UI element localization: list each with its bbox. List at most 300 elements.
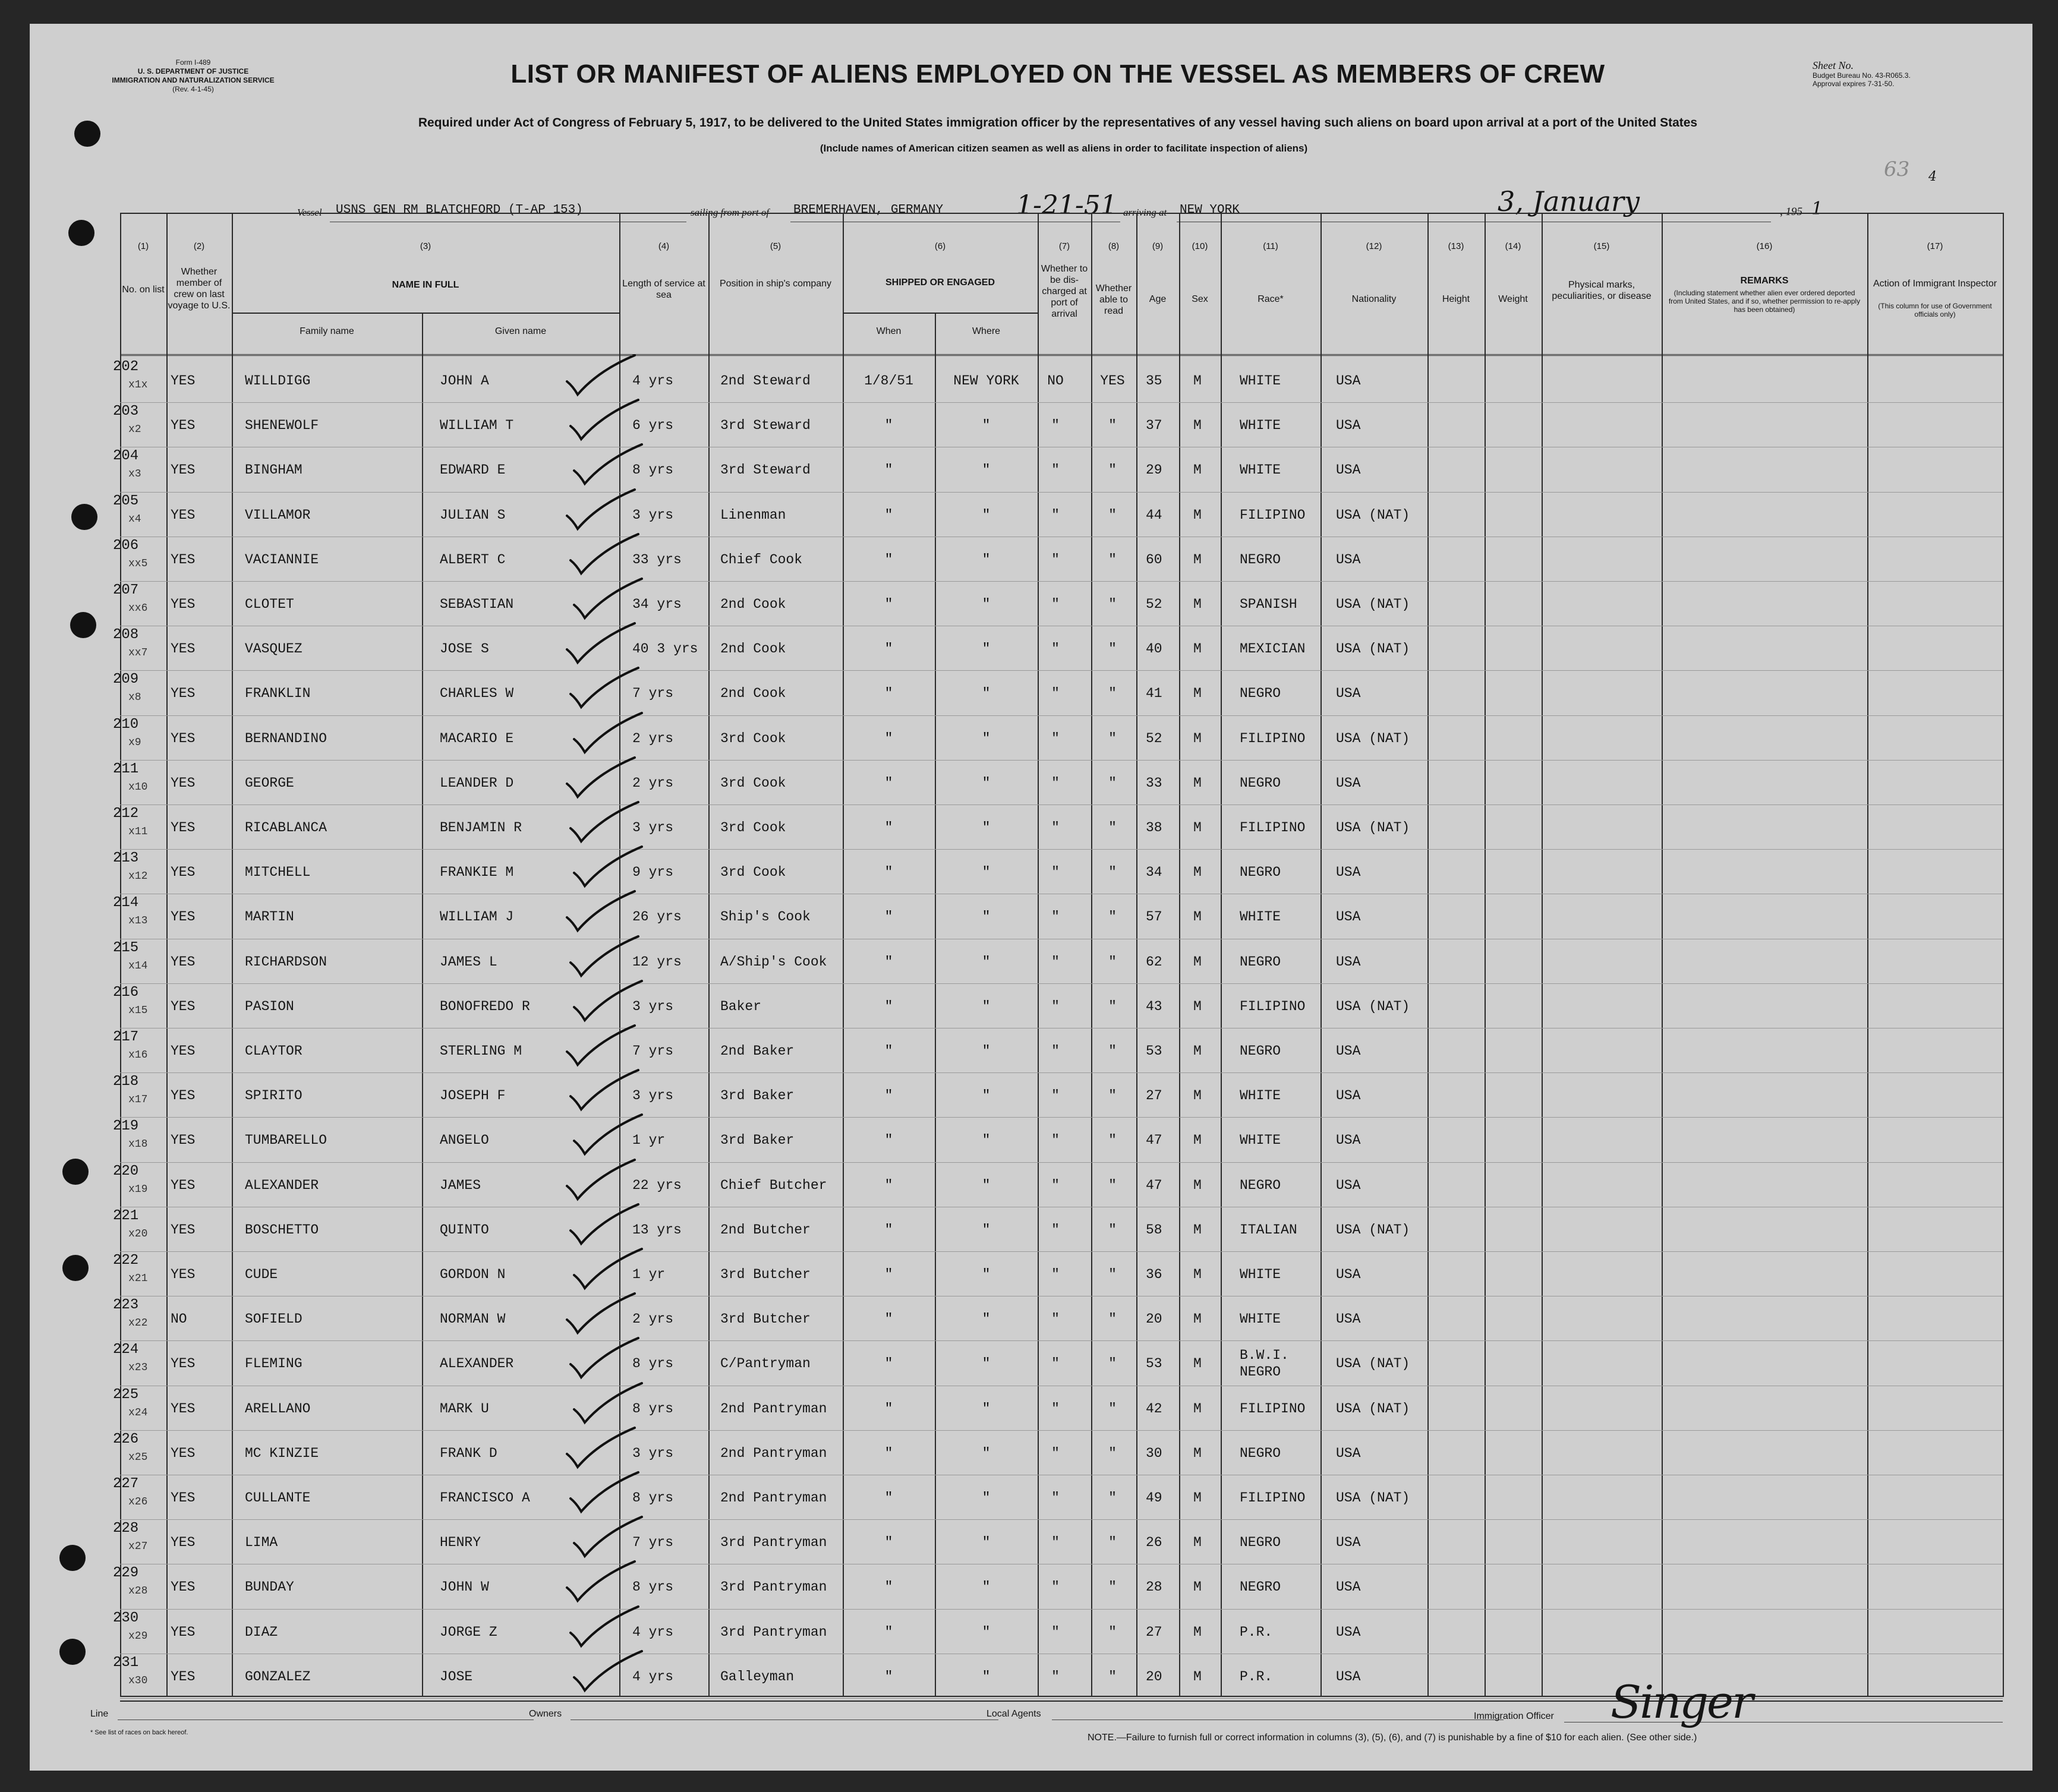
age: 36 <box>1146 1267 1162 1282</box>
shipped-when: " <box>884 1088 893 1104</box>
form-number: Form I-489 <box>175 58 211 67</box>
shipped-when: " <box>884 686 893 702</box>
able-to-read: " <box>1108 820 1117 835</box>
form-identification <box>95 58 291 94</box>
race: NEGRO <box>1240 775 1281 791</box>
col-physical-marks: Physical marks, peculiarities, or disease <box>1552 280 1652 301</box>
given-name: JAMES <box>440 1177 481 1193</box>
family-name: BOSCHETTO <box>245 1222 319 1238</box>
given-name: WILLIAM J <box>440 909 514 925</box>
col-given-name: Given name <box>494 326 547 336</box>
position: 2nd Pantryman <box>720 1445 827 1461</box>
list-number: 203 <box>113 403 139 420</box>
discharged-flag: " <box>1051 1668 1060 1684</box>
family-name: ARELLANO <box>245 1400 311 1416</box>
sex: M <box>1193 1132 1202 1149</box>
age: 30 <box>1146 1445 1162 1461</box>
shipped-where: NEW YORK <box>953 373 1019 389</box>
list-number: 215 <box>113 939 139 956</box>
able-to-read: " <box>1108 1579 1117 1595</box>
struck-list-number: x21 <box>128 1273 148 1285</box>
column-rule <box>2003 213 2004 1697</box>
able-to-read: " <box>1108 1088 1117 1104</box>
shipped-when: " <box>884 418 893 434</box>
race: P.R. <box>1240 1668 1273 1684</box>
sex: M <box>1193 1088 1202 1104</box>
nationality: USA <box>1336 1579 1361 1595</box>
shipped-when: " <box>884 1356 893 1372</box>
discharged-flag: " <box>1051 597 1060 612</box>
sailing-label: sailing from port of <box>691 207 770 218</box>
able-to-read: " <box>1108 1222 1117 1238</box>
check-mark-icon <box>569 442 647 490</box>
discharged-flag: " <box>1051 865 1060 881</box>
given-name: ALEXANDER <box>440 1356 514 1372</box>
vessel-name: USNS GEN RM BLATCHFORD (T-AP 153) <box>336 203 583 217</box>
race: SPANISH <box>1240 597 1297 612</box>
length-of-service: 8 yrs <box>632 1400 674 1416</box>
list-number: 210 <box>113 716 139 733</box>
length-of-service: 4 yrs <box>632 373 674 389</box>
column-number: (3) <box>420 241 431 251</box>
footer-line-label: Line <box>90 1709 109 1719</box>
punch-hole <box>62 1159 89 1185</box>
sex: M <box>1193 507 1202 523</box>
age: 62 <box>1146 954 1162 970</box>
given-name: JOSE <box>440 1668 473 1684</box>
struck-list-number: x9 <box>128 736 141 749</box>
sex: M <box>1193 998 1202 1014</box>
position: 3rd Pantryman <box>720 1624 827 1640</box>
col-remarks: REMARKS <box>1740 276 1789 286</box>
able-to-read: " <box>1108 1132 1117 1149</box>
family-name: WILLDIGG <box>245 373 311 389</box>
race: FILIPINO <box>1240 507 1306 523</box>
list-number: 226 <box>113 1431 139 1447</box>
shipped-where: " <box>982 730 991 746</box>
able-to-read: " <box>1108 1445 1117 1461</box>
manifest-sheet <box>30 24 2032 1771</box>
given-name: FRANKIE M <box>440 865 514 881</box>
discharged-flag: " <box>1051 418 1060 434</box>
length-of-service: 2 yrs <box>632 730 674 746</box>
given-name: QUINTO <box>440 1222 489 1238</box>
col-sex: Sex <box>1192 294 1208 304</box>
list-number: 209 <box>113 671 139 688</box>
shipped-subheader-rule <box>843 313 1038 314</box>
col-family-name: Family name <box>300 326 354 336</box>
list-number: 216 <box>113 984 139 1001</box>
family-name: VACIANNIE <box>245 551 319 567</box>
shipped-where: " <box>982 418 991 434</box>
position: 3rd Steward <box>720 462 811 478</box>
sex: M <box>1193 1624 1202 1640</box>
column-number: (11) <box>1263 241 1278 251</box>
col-height: Height <box>1442 294 1470 304</box>
given-name: BONOFREDO R <box>440 998 530 1014</box>
given-name: ANGELO <box>440 1132 489 1149</box>
age: 41 <box>1146 686 1162 702</box>
table-row <box>113 1296 2003 1340</box>
race: P.R. <box>1240 1624 1273 1640</box>
shipped-where: " <box>982 820 991 835</box>
shipped-when: " <box>884 1311 893 1327</box>
punch-hole <box>59 1639 86 1665</box>
given-name: NORMAN W <box>440 1311 506 1327</box>
check-mark-icon <box>569 1112 647 1160</box>
check-mark-icon <box>562 1023 639 1071</box>
able-to-read: " <box>1108 597 1117 612</box>
nationality: USA (NAT) <box>1336 1222 1410 1238</box>
length-of-service: 34 yrs <box>632 597 682 612</box>
shipped-where: " <box>982 1356 991 1372</box>
struck-list-number: x10 <box>128 781 148 793</box>
family-name: RICHARDSON <box>245 954 327 970</box>
given-name: JOSEPH F <box>440 1088 506 1104</box>
crew-member-flag: YES <box>171 1177 196 1193</box>
position: 2nd Butcher <box>720 1222 811 1238</box>
age: 43 <box>1146 998 1162 1014</box>
column-number: (8) <box>1108 241 1120 251</box>
discharged-flag: " <box>1051 551 1060 567</box>
sex: M <box>1193 954 1202 970</box>
shipped-where: " <box>982 1624 991 1640</box>
column-number: (13) <box>1448 241 1464 251</box>
discharged-flag: " <box>1051 1445 1060 1461</box>
given-name: HENRY <box>440 1535 481 1551</box>
check-mark-icon <box>562 755 639 803</box>
given-name: MARK U <box>440 1400 489 1416</box>
age: 57 <box>1146 909 1162 925</box>
given-name: WILLIAM T <box>440 418 514 434</box>
check-mark-icon <box>562 621 639 668</box>
crew-member-flag: YES <box>171 909 196 925</box>
position: 3rd Butcher <box>720 1267 811 1282</box>
check-mark-icon <box>569 1381 647 1428</box>
race: WHITE <box>1240 462 1281 478</box>
sheet-label: Sheet No. <box>1813 59 1854 71</box>
crew-member-flag: YES <box>171 1267 196 1282</box>
shipped-when: " <box>884 1222 893 1238</box>
shipped-when: 1/8/51 <box>864 373 913 389</box>
position: Chief Cook <box>720 551 803 567</box>
check-mark-icon <box>569 1649 647 1696</box>
given-name: BENJAMIN R <box>440 820 522 835</box>
struck-list-number: x14 <box>128 960 148 972</box>
nationality: USA <box>1336 1088 1361 1104</box>
discharged-flag: " <box>1051 1624 1060 1640</box>
col-race: Race* <box>1258 294 1284 304</box>
discharged-flag: " <box>1051 641 1060 657</box>
able-to-read: " <box>1108 1400 1117 1416</box>
column-number: (12) <box>1366 241 1382 251</box>
sex: M <box>1193 551 1202 567</box>
list-number: 206 <box>113 537 139 554</box>
shipped-when: " <box>884 1132 893 1149</box>
sex: M <box>1193 1043 1202 1059</box>
sheet-number: 63 <box>1884 157 1910 181</box>
check-mark-icon <box>569 1515 647 1562</box>
able-to-read: " <box>1108 998 1117 1014</box>
struck-list-number: x26 <box>128 1496 148 1508</box>
list-number: 222 <box>113 1252 139 1269</box>
race: FILIPINO <box>1240 820 1306 835</box>
able-to-read: " <box>1108 1267 1117 1282</box>
sailing-port: BREMERHAVEN, GERMANY <box>793 203 944 217</box>
race: FILIPINO <box>1240 730 1306 746</box>
age: 37 <box>1146 418 1162 434</box>
given-name: CHARLES W <box>440 686 514 702</box>
check-mark-icon <box>566 800 643 847</box>
length-of-service: 33 yrs <box>632 551 682 567</box>
crew-member-flag: YES <box>171 686 196 702</box>
length-of-service: 13 yrs <box>632 1222 682 1238</box>
col-position: Position in ship's company <box>719 279 832 289</box>
length-of-service: 26 yrs <box>632 909 682 925</box>
nationality: USA (NAT) <box>1336 1490 1410 1506</box>
discharged-flag: " <box>1051 462 1060 478</box>
column-number: (4) <box>658 241 670 251</box>
table-row <box>113 983 2003 1028</box>
struck-list-number: x22 <box>128 1317 148 1330</box>
discharged-flag: " <box>1051 1490 1060 1506</box>
footer-agents-label: Local Agents <box>987 1709 1041 1719</box>
given-name: JOHN A <box>440 373 489 389</box>
officer-signature: Singer <box>1611 1676 1752 1728</box>
race: WHITE <box>1240 1311 1281 1327</box>
age: 35 <box>1146 373 1162 389</box>
struck-list-number: x18 <box>128 1138 148 1151</box>
shipped-where: " <box>982 1177 991 1193</box>
crew-member-flag: YES <box>171 1356 196 1372</box>
form-service: IMMIGRATION AND NATURALIZATION SERVICE <box>112 76 275 84</box>
struck-list-number: x27 <box>128 1541 148 1553</box>
family-name: GEORGE <box>245 775 294 791</box>
able-to-read: " <box>1108 865 1117 881</box>
sex: M <box>1193 1356 1202 1372</box>
race: WHITE <box>1240 1088 1281 1104</box>
struck-list-number: x2 <box>128 424 141 436</box>
age: 47 <box>1146 1177 1162 1193</box>
shipped-when: " <box>884 954 893 970</box>
table-row <box>113 1207 2003 1251</box>
discharged-flag: " <box>1051 730 1060 746</box>
table-row <box>113 537 2003 581</box>
family-name: GONZALEZ <box>245 1668 311 1684</box>
able-to-read: " <box>1108 418 1117 434</box>
list-number: 223 <box>113 1297 139 1314</box>
shipped-when: " <box>884 597 893 612</box>
col-name-in-full: NAME IN FULL <box>392 280 459 290</box>
check-mark-icon <box>562 889 639 936</box>
position: Chief Butcher <box>720 1177 827 1193</box>
family-name: VILLAMOR <box>245 507 311 523</box>
nationality: USA <box>1336 909 1361 925</box>
shipped-when: " <box>884 1400 893 1416</box>
column-number: (16) <box>1756 241 1773 251</box>
shipped-when: " <box>884 820 893 835</box>
given-name: JAMES L <box>440 954 497 970</box>
check-mark-icon <box>562 353 639 400</box>
vessel-label: Vessel <box>297 207 322 218</box>
crew-member-flag: YES <box>171 1624 196 1640</box>
nationality: USA <box>1336 686 1361 702</box>
struck-list-number: x17 <box>128 1094 148 1106</box>
crew-member-flag: YES <box>171 1400 196 1416</box>
length-of-service: 2 yrs <box>632 775 674 791</box>
given-name: ALBERT C <box>440 551 506 567</box>
list-number: 221 <box>113 1207 139 1224</box>
check-mark-icon <box>566 665 643 713</box>
family-name: DIAZ <box>245 1624 278 1640</box>
family-name: CLAYTOR <box>245 1043 302 1059</box>
nationality: USA <box>1336 1043 1361 1059</box>
age: 26 <box>1146 1535 1162 1551</box>
nationality: USA <box>1336 1624 1361 1640</box>
crew-member-flag: YES <box>171 1490 196 1506</box>
shipped-when: " <box>884 1445 893 1461</box>
position: 2nd Cook <box>720 641 786 657</box>
crew-member-flag: YES <box>171 641 196 657</box>
budget-number: Budget Bureau No. 43-R065.3. <box>1813 71 1911 80</box>
struck-list-number: x15 <box>128 1004 148 1017</box>
table-row <box>113 1251 2003 1296</box>
family-name: FLEMING <box>245 1356 302 1372</box>
table-row <box>113 1117 2003 1162</box>
col-remarks-note: (Including statement whether alien ever ordered deported from United States, and if so, whether permission to re-apply has been obtained) <box>1668 289 1861 314</box>
shipped-when: " <box>884 865 893 881</box>
sex: M <box>1193 1267 1202 1282</box>
race: FILIPINO <box>1240 998 1306 1014</box>
shipped-when: " <box>884 507 893 523</box>
list-number: 202 <box>113 359 139 375</box>
length-of-service: 3 yrs <box>632 1445 674 1461</box>
nationality: USA <box>1336 1132 1361 1149</box>
punch-hole <box>62 1255 89 1281</box>
struck-list-number: x25 <box>128 1451 148 1463</box>
shipped-where: " <box>982 551 991 567</box>
position: 3rd Butcher <box>720 1311 811 1327</box>
age: 52 <box>1146 730 1162 746</box>
length-of-service: 7 yrs <box>632 1043 674 1059</box>
check-mark-icon <box>569 576 647 624</box>
check-mark-icon <box>569 1247 647 1294</box>
shipped-where: " <box>982 507 991 523</box>
struck-list-number: x1x <box>128 379 148 391</box>
sex: M <box>1193 1668 1202 1684</box>
discharged-flag: " <box>1051 1222 1060 1238</box>
punch-hole <box>70 612 96 638</box>
crew-member-flag: YES <box>171 820 196 835</box>
age: 47 <box>1146 1132 1162 1149</box>
discharged-flag: " <box>1051 686 1060 702</box>
age: 58 <box>1146 1222 1162 1238</box>
list-number: 208 <box>113 627 139 643</box>
shipped-where: " <box>982 597 991 612</box>
table-row <box>113 1519 2003 1564</box>
discharged-flag: " <box>1051 775 1060 791</box>
position: 3rd Cook <box>720 775 786 791</box>
table-row <box>113 402 2003 447</box>
footer-officer-label: Immigration Officer <box>1474 1711 1554 1721</box>
table-row <box>113 1340 2003 1385</box>
race: NEGRO <box>1240 1177 1281 1193</box>
check-mark-icon <box>562 1157 639 1205</box>
check-mark-icon <box>566 1336 643 1383</box>
list-number: 229 <box>113 1565 139 1582</box>
given-name: JOSE S <box>440 641 489 657</box>
struck-list-number: x19 <box>128 1183 148 1195</box>
position: 3rd Cook <box>720 865 786 881</box>
age: 52 <box>1146 597 1162 612</box>
given-name: EDWARD E <box>440 462 506 478</box>
nationality: USA <box>1336 954 1361 970</box>
age: 53 <box>1146 1356 1162 1372</box>
able-to-read: " <box>1108 909 1117 925</box>
family-name: PASION <box>245 998 294 1014</box>
position: 2nd Cook <box>720 597 786 612</box>
able-to-read: " <box>1108 775 1117 791</box>
shipped-when: " <box>884 1177 893 1193</box>
sex: M <box>1193 775 1202 791</box>
nationality: USA (NAT) <box>1336 1400 1410 1416</box>
list-number: 218 <box>113 1074 139 1090</box>
nationality: USA <box>1336 1668 1361 1684</box>
position: 2nd Cook <box>720 686 786 702</box>
list-number: 228 <box>113 1520 139 1537</box>
able-to-read: " <box>1108 1535 1117 1551</box>
shipped-where: " <box>982 954 991 970</box>
struck-list-number: xx5 <box>128 557 148 570</box>
nationality: USA <box>1336 418 1361 434</box>
table-row <box>113 849 2003 894</box>
column-number: (1) <box>137 241 149 251</box>
table-row <box>113 1430 2003 1475</box>
name-subheader-rule <box>232 313 619 314</box>
struck-list-number: x11 <box>128 826 148 838</box>
shipped-when: " <box>884 1267 893 1282</box>
shipped-where: " <box>982 1088 991 1104</box>
family-name: MC KINZIE <box>245 1445 319 1461</box>
sex: M <box>1193 1579 1202 1595</box>
nationality: USA (NAT) <box>1336 820 1410 835</box>
list-number: 225 <box>113 1386 139 1403</box>
position: Ship's Cook <box>720 909 811 925</box>
sex: M <box>1193 686 1202 702</box>
position: 3rd Baker <box>720 1088 795 1104</box>
sex: M <box>1193 1490 1202 1506</box>
table-top-border <box>120 213 2003 214</box>
race: NEGRO <box>1240 865 1281 881</box>
race: WHITE <box>1240 373 1281 389</box>
race: FILIPINO <box>1240 1400 1306 1416</box>
nationality: USA <box>1336 1177 1361 1193</box>
nationality: USA (NAT) <box>1336 1356 1410 1372</box>
list-number: 220 <box>113 1163 139 1179</box>
discharged-flag: " <box>1051 1535 1060 1551</box>
table-row <box>113 1386 2003 1430</box>
crew-member-flag: YES <box>171 1535 196 1551</box>
age: 34 <box>1146 865 1162 881</box>
crew-member-flag: YES <box>171 775 196 791</box>
table-row <box>113 939 2003 983</box>
discharged-flag: " <box>1051 1177 1060 1193</box>
race: WHITE <box>1240 909 1281 925</box>
sex: M <box>1193 820 1202 835</box>
list-number: 204 <box>113 448 139 465</box>
struck-list-number: xx7 <box>128 647 148 660</box>
discharged-flag: " <box>1051 820 1060 835</box>
